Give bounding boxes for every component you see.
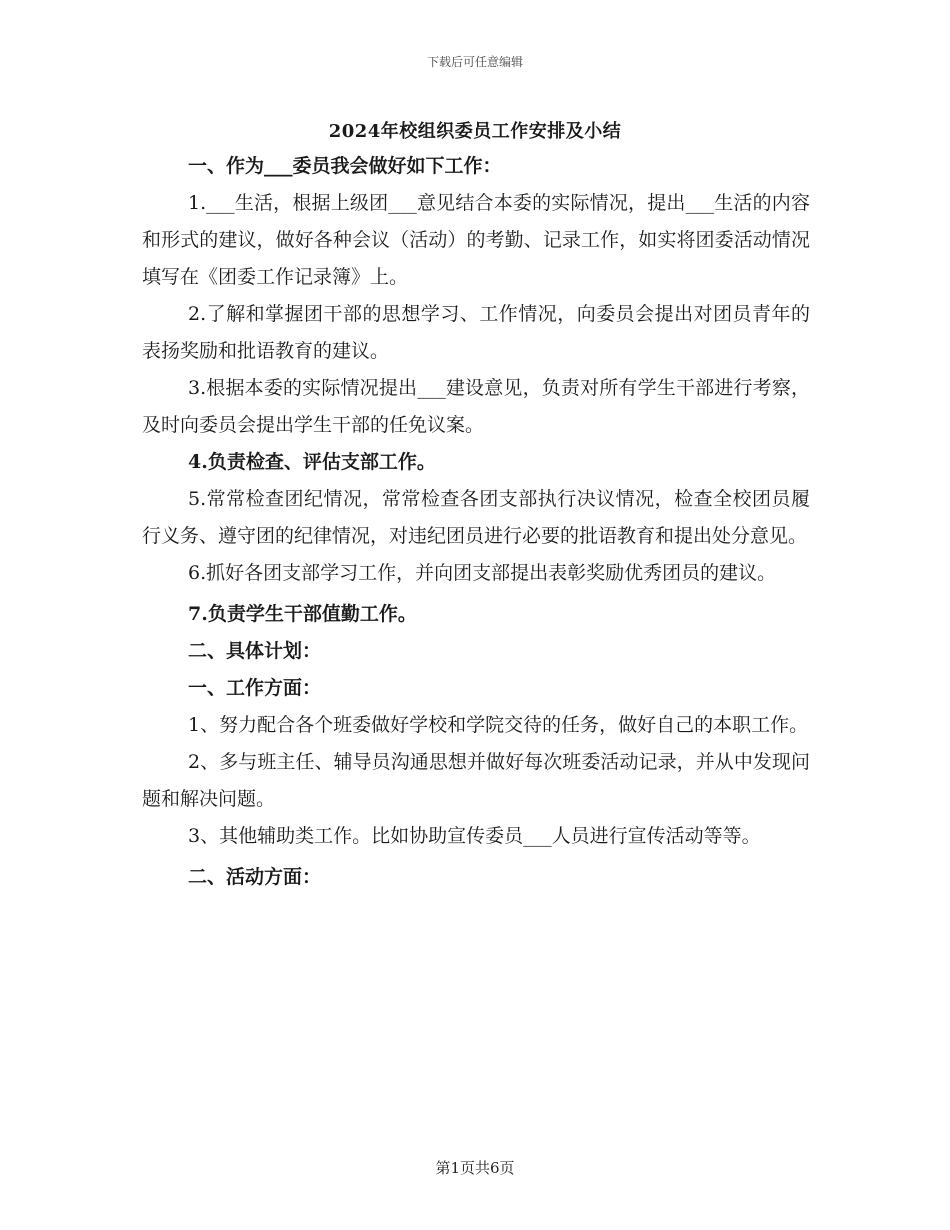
paragraph-item-5: 5.常常检查团纪情况，常常检查各团支部执行决议情况，检查全校团员履行义务、遵守团的纪律情况，对违纪团员进行必要的批语教育和提出处分意见。 xyxy=(142,488,810,547)
work-item-1: 1、努力配合各个班委做好学校和学院交待的任务，做好自己的本职工作。 xyxy=(188,714,809,736)
section-heading-plan: 二、具体计划： xyxy=(188,640,322,662)
paragraph-item-1: 1.___生活，根据上级团___意见结合本委的实际情况，提出___生活的内容和形式的建议，做好各种会议（活动）的考勤、记录工作，如实将团委活动情况填写在《团委工作记录簿》上。 xyxy=(142,192,810,288)
paragraph-item-6: 6.抓好各团支部学习工作，并向团支部提出表彰奖励优秀团员的建议。 xyxy=(188,562,777,584)
document-title: 2024年校组织委员工作安排及小结 xyxy=(328,121,622,142)
paragraph-item-3: 3.根据本委的实际情况提出___建设意见，负责对所有学生干部进行考察，及时向委员会提出学生干部的任免议案。 xyxy=(142,377,810,436)
paragraph-item-7: 7.负责学生干部值勤工作。 xyxy=(188,603,417,625)
work-item-2: 2、多与班主任、辅导员沟通思想并做好每次班委活动记录，并从中发现问题和解决问题。 xyxy=(142,751,810,810)
subheading-work: 一、工作方面： xyxy=(188,677,322,699)
page-number-footer: 第1页共6页 xyxy=(435,1159,515,1177)
subheading-activities: 二、活动方面： xyxy=(188,866,322,888)
work-item-3: 3、其他辅助类工作。比如协助宣传委员___人员进行宣传活动等等。 xyxy=(188,825,761,847)
paragraph-item-4: 4.负责检查、评估支部工作。 xyxy=(188,451,436,473)
section-heading-duties: 一、作为___委员我会做好如下工作： xyxy=(188,155,502,177)
header-note: 下载后可任意编辑 xyxy=(426,55,523,69)
document-body xyxy=(142,148,810,896)
paragraph-item-2: 2.了解和掌握团干部的思想学习、工作情况，向委员会提出对团员青年的表扬奖励和批语教育的建议。 xyxy=(142,303,810,362)
